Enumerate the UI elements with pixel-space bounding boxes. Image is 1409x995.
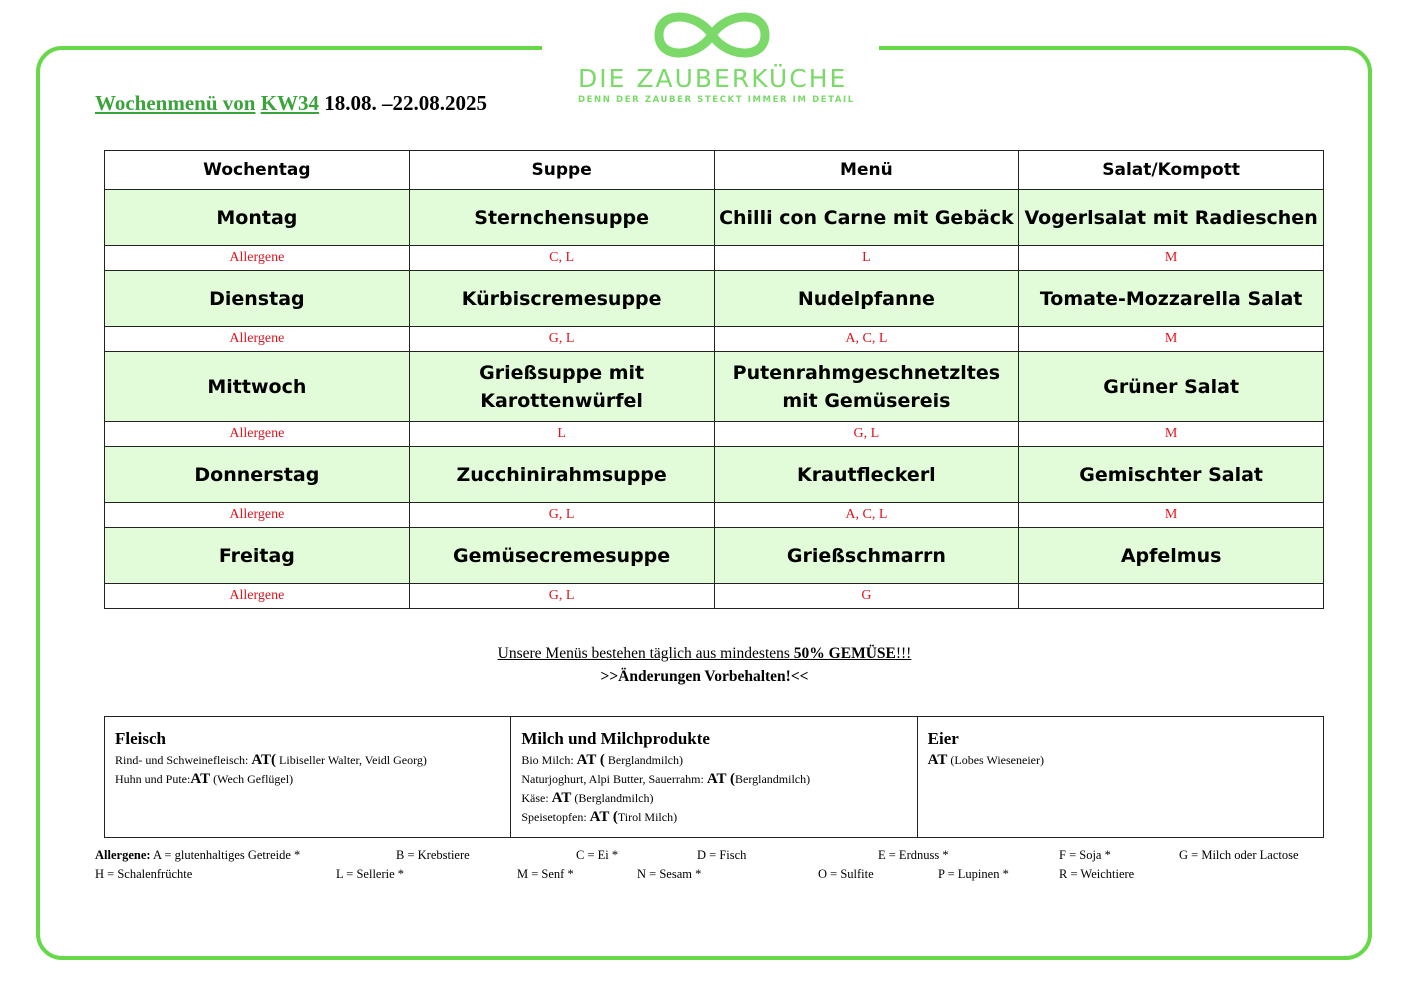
allergen-row-friday (105, 584, 1324, 609)
legend-item: P = Lupinen * (938, 867, 1009, 881)
title-dates: 18.08. –22.08.2025 (324, 91, 488, 115)
legend-item: N = Sesam * (637, 867, 702, 881)
soup-allergens: C, L (409, 246, 714, 271)
origin-at: AT (551, 790, 572, 806)
day-cell: Mittwoch (105, 352, 410, 422)
salad-cell: Grüner Salat (1019, 352, 1324, 422)
allergen-label: Allergene (105, 422, 410, 447)
infinity-icon (647, 4, 777, 66)
salad-cell: Apfelmus (1019, 528, 1324, 584)
brand-name: DIE ZAUBERKÜCHE (578, 64, 848, 93)
salad-allergens: M (1019, 246, 1324, 271)
source-line (521, 789, 906, 808)
vegetable-note-end: !!! (895, 645, 912, 662)
legend-item: D = Fisch (697, 848, 747, 862)
allergen-label: Allergene (105, 584, 410, 609)
origin-at: AT( (251, 752, 277, 768)
source-line (928, 751, 1313, 770)
soup-cell: Gemüsecremesuppe (409, 528, 714, 584)
soup-allergens: G, L (409, 327, 714, 352)
salad-allergens: M (1019, 327, 1324, 352)
legend-item: H = Schalenfrüchte (95, 867, 193, 881)
source-label: Bio Milch: (521, 753, 574, 767)
main-allergens: G, L (714, 422, 1019, 447)
source-line (115, 770, 500, 789)
source-supplier: Berglandmilch) (735, 772, 811, 786)
origin-at: AT (190, 771, 211, 787)
vegetable-note (0, 645, 1409, 663)
allergen-row-wednesday (105, 422, 1324, 447)
source-supplier: Libiseller Walter, Veidl Georg) (279, 753, 427, 767)
source-line (521, 751, 906, 770)
main-cell: Nudelpfanne (714, 271, 1019, 327)
title-prefix: Wochenmenü von (95, 91, 256, 115)
header-salad: Salat/Kompott (1019, 151, 1324, 190)
source-label: Käse: (521, 791, 549, 805)
allergen-row-monday (105, 246, 1324, 271)
soup-allergens: G, L (409, 503, 714, 528)
source-supplier: (Lobes Wieseneier) (950, 753, 1044, 767)
main-cell: Grießschmarrn (714, 528, 1019, 584)
header-main: Menü (714, 151, 1019, 190)
menu-row-monday (105, 190, 1324, 246)
source-eggs (917, 717, 1323, 838)
brand-tagline: DENN DER ZAUBER STECKT IMMER IM DETAIL (578, 95, 855, 105)
main-allergens: L (714, 246, 1019, 271)
sources-table (104, 716, 1324, 838)
menu-row-wednesday (105, 352, 1324, 422)
allergen-label: Allergene (105, 503, 410, 528)
soup-cell: Sternchensuppe (409, 190, 714, 246)
legend-text: A = glutenhaltiges Getreide * (152, 848, 301, 862)
source-supplier: Berglandmilch) (607, 753, 683, 767)
day-cell: Dienstag (105, 271, 410, 327)
allergen-label: Allergene (105, 327, 410, 352)
legend-item: O = Sulfite (818, 867, 874, 881)
menu-table (104, 150, 1324, 609)
source-label: Huhn und Pute: (115, 772, 191, 786)
source-label: Speisetopfen: (521, 810, 587, 824)
soup-cell: Grießsuppe mit Karottenwürfel (409, 352, 714, 422)
legend-label: Allergene: (95, 848, 151, 862)
legend-item: G = Milch oder Lactose (1179, 848, 1299, 862)
legend-item: R = Weichtiere (1059, 867, 1135, 881)
source-line (521, 808, 906, 827)
source-supplier: Tirol Milch) (617, 810, 678, 824)
salad-cell: Vogerlsalat mit Radieschen (1019, 190, 1324, 246)
legend-item: B = Krebstiere (396, 848, 470, 862)
main-cell: Chilli con Carne mit Gebäck (714, 190, 1019, 246)
main-cell: Putenrahmgeschnetzltes mit Gemüsereis (714, 352, 1019, 422)
legend-item: F = Soja * (1059, 848, 1111, 862)
main-allergens: A, C, L (714, 327, 1019, 352)
allergen-row-thursday (105, 503, 1324, 528)
menu-row-thursday (105, 447, 1324, 503)
soup-allergens: L (409, 422, 714, 447)
legend-item: C = Ei * (576, 848, 619, 862)
title-week: KW34 (260, 91, 320, 115)
day-cell: Montag (105, 190, 410, 246)
source-eggs-title: Eier (927, 729, 959, 748)
vegetable-note-bold: 50% GEMÜSE (793, 645, 896, 662)
origin-at: AT ( (706, 771, 736, 787)
salad-allergens: M (1019, 422, 1324, 447)
header-soup: Suppe (409, 151, 714, 190)
vegetable-note-start: Unsere Menüs bestehen täglich aus mindestens (497, 645, 790, 662)
source-milk (511, 717, 917, 838)
source-milk-title: Milch und Milchprodukte (521, 729, 710, 748)
source-label: Naturjoghurt, Alpi Butter, Sauerrahm: (521, 772, 704, 786)
salad-allergens: M (1019, 503, 1324, 528)
origin-at: AT ( (589, 809, 618, 825)
source-line (521, 770, 906, 789)
legend-item: M = Senf * (517, 867, 574, 881)
origin-at: AT (927, 752, 948, 768)
day-cell: Donnerstag (105, 447, 410, 503)
allergen-row-tuesday (105, 327, 1324, 352)
menu-row-tuesday (105, 271, 1324, 327)
main-cell: Krautfleckerl (714, 447, 1019, 503)
source-meat-title: Fleisch (115, 729, 166, 748)
menu-header-row (105, 151, 1324, 190)
soup-allergens: G, L (409, 584, 714, 609)
soup-cell: Kürbiscremesuppe (409, 271, 714, 327)
allergen-label: Allergene (105, 246, 410, 271)
origin-at: AT ( (576, 752, 605, 768)
legend-item: L = Sellerie * (336, 867, 405, 881)
source-label: Rind- und Schweinefleisch: (115, 753, 249, 767)
menu-row-friday (105, 528, 1324, 584)
day-cell: Freitag (105, 528, 410, 584)
salad-allergens (1019, 584, 1324, 609)
source-supplier: (Wech Geflügel) (213, 772, 294, 786)
changes-note: >>Änderungen Vorbehalten!<< (600, 668, 809, 685)
source-supplier: (Berglandmilch) (574, 791, 654, 805)
legend-item (95, 848, 300, 863)
brand-logo (578, 4, 855, 122)
salad-cell: Tomate-Mozzarella Salat (1019, 271, 1324, 327)
header-weekday: Wochentag (105, 151, 410, 190)
legend-item: E = Erdnuss * (878, 848, 949, 862)
source-line (115, 751, 500, 770)
salad-cell: Gemischter Salat (1019, 447, 1324, 503)
main-allergens: G (714, 584, 1019, 609)
source-meat (105, 717, 511, 838)
soup-cell: Zucchinirahmsuppe (409, 447, 714, 503)
page-title (95, 91, 487, 116)
main-allergens: A, C, L (714, 503, 1019, 528)
